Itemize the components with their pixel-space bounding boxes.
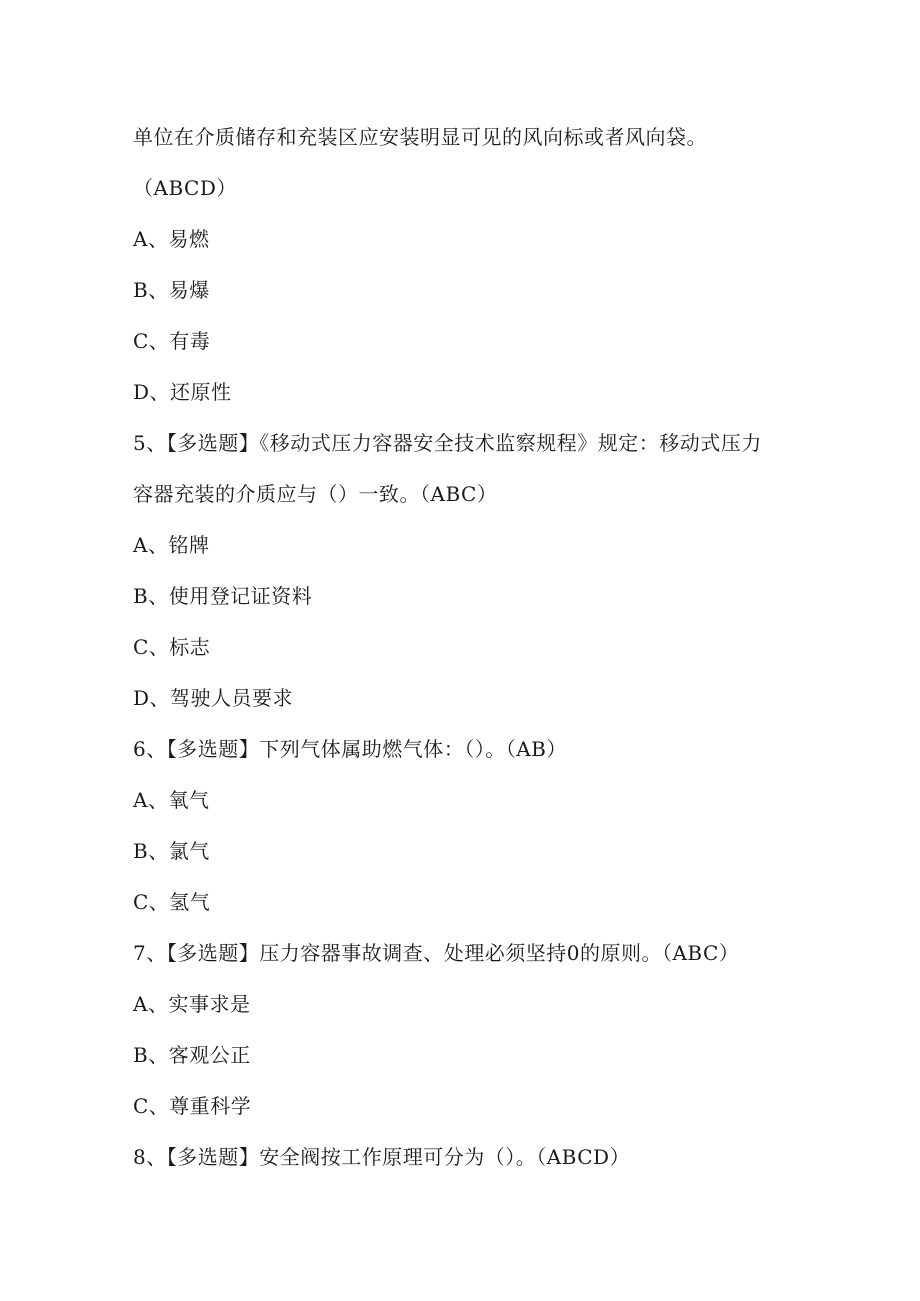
option-a: A、实事求是	[133, 992, 251, 1016]
option-a: A、氧气	[133, 788, 210, 812]
question-6-text: 6、【多选题】下列气体属助燃气体：（）。（AB）	[133, 737, 567, 761]
question-7-text: 7、【多选题】压力容器事故调查、处理必须坚持0的原则。（ABC）	[133, 941, 740, 965]
option-a: A、铭牌	[133, 533, 210, 557]
option-b: B、客观公正	[133, 1043, 251, 1067]
option-b: B、使用登记证资料	[133, 584, 313, 608]
option-c: C、氢气	[133, 890, 211, 914]
option-c: C、有毒	[133, 329, 211, 353]
option-c: C、尊重科学	[133, 1094, 252, 1118]
option-b: B、易爆	[133, 278, 210, 302]
question-5-text-continued: 容器充装的介质应与（）一致。（ABC）	[133, 482, 498, 506]
option-b: B、氯气	[133, 839, 210, 863]
option-d: D、驾驶人员要求	[133, 686, 294, 710]
option-c: C、标志	[133, 635, 211, 659]
question-8-text: 8、【多选题】安全阀按工作原理可分为（）。（ABCD）	[133, 1145, 631, 1169]
question-5-text: 5、【多选题】《移动式压力容器安全技术监察规程》规定：移动式压力	[133, 431, 762, 455]
option-d: D、还原性	[133, 380, 232, 404]
option-a: A、易燃	[133, 227, 210, 251]
question-continuation-text: 单位在介质储存和充装区应安装明显可见的风向标或者风向袋。	[133, 125, 707, 149]
answer-key: （ABCD）	[133, 176, 237, 200]
